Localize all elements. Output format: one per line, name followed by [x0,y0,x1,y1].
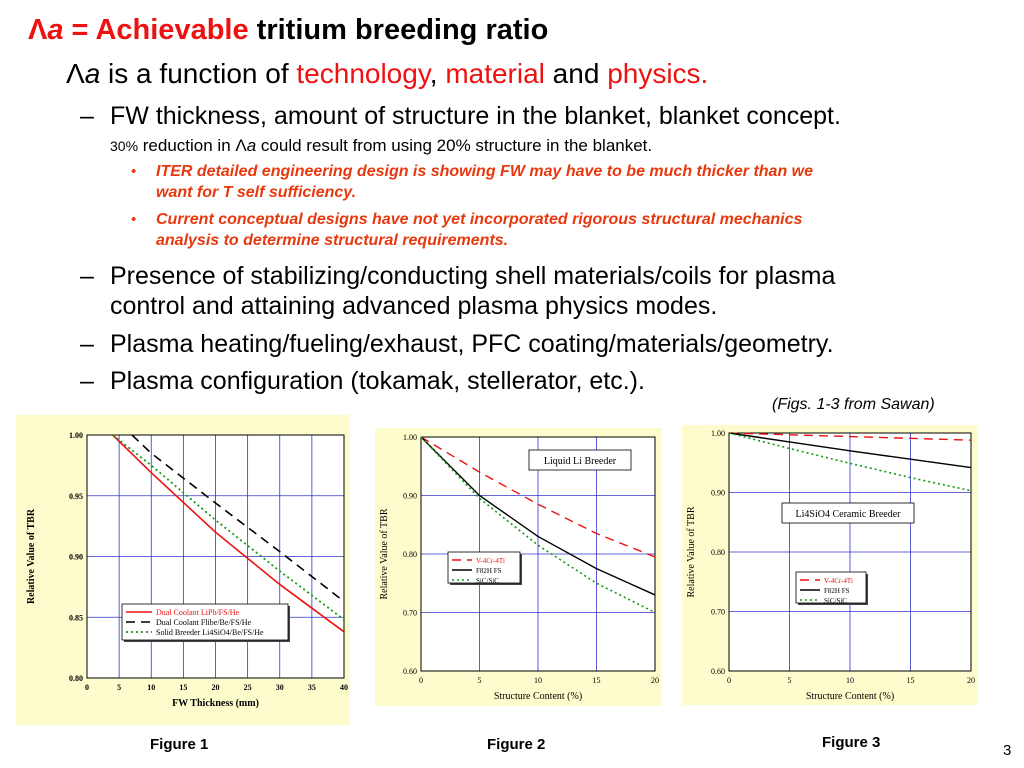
chart-title: Liquid Li Breeder [543,456,617,467]
subheading-comma: , [429,58,446,89]
x-tick-label: 20 [967,676,975,685]
x-tick-label: 25 [243,683,252,692]
x-tick-label: 10 [147,683,156,692]
y-tick-label: 0.90 [403,491,417,501]
note-percent: 30% [110,138,139,154]
y-tick-label: 0.80 [711,548,725,557]
legend-label: Dual Coolant Flibe/Be/FS/He [156,618,252,627]
figure-2 [375,428,662,706]
x-tick-label: 20 [651,676,659,685]
physics-word: physics. [607,58,709,89]
y-tick-label: 0.60 [711,667,725,676]
bullet-conceptual-line1: Current conceptual designs have not yet incorporated rigorous structural mechanics [156,211,803,228]
figure-2-chart [375,428,662,706]
achievable-word: Achievable [95,14,249,46]
legend-label: F82H FS [824,587,850,595]
figure-1-chart [16,415,350,725]
note-subscript: a [246,136,257,155]
x-tick-label: 15 [906,676,915,685]
legend-label: Dual Coolant LiPb/FS/He [156,608,240,617]
source-note: (Figs. 1-3 from Sawan) [772,396,935,413]
legend-label: V-4Cr-4Ti [824,577,853,585]
slide-title [28,14,548,47]
figure-3-chart [682,425,978,705]
x-tick-label: 0 [419,676,423,685]
y-tick-label: 0.70 [711,607,725,617]
lambda-subscript: a [47,14,64,46]
y-axis-label: Relative Value of TBR [379,508,390,600]
x-axis-label: FW Thickness (mm) [172,698,259,709]
lambda-subscript: a [84,58,101,89]
equals-sign: = [63,14,96,46]
y-tick-label: 0.60 [403,667,417,676]
page-number: 3 [1003,742,1012,759]
bullet-conceptual-line2: analysis to determine structural requirements. [156,232,509,249]
x-tick-label: 30 [275,683,284,692]
legend-label: SiC/SiC [476,577,499,585]
y-tick-label: 0.90 [711,488,725,498]
figure-1-caption: Figure 1 [150,736,209,753]
dash-marker: – [80,367,94,395]
legend-label: SiC/SiC [824,597,847,605]
material-word: material [445,58,545,89]
y-tick-label: 1.00 [403,433,417,442]
dash-marker: – [80,262,94,290]
x-tick-label: 5 [787,676,792,685]
subheading-and: and [544,58,608,89]
reduction-note [110,136,652,156]
lambda-symbol: Λ [66,58,85,89]
bullet-iter-line2: want for T self sufficiency. [156,184,357,201]
y-tick-label: 1.00 [69,431,83,440]
legend-label: Solid Breeder Li4SiO4/Be/FS/He [156,628,264,637]
note-text-end: could result from using 20% structure in the blanket. [256,136,653,155]
figure-3 [682,425,978,705]
y-tick-label: 1.00 [711,429,725,438]
bullet-iter-line1: ITER detailed engineering design is showing FW may have to be much thicker than we [156,163,814,180]
subheading-text: is a function of [100,58,297,89]
bullet-mark: • [131,163,137,180]
dash-marker: – [80,330,94,358]
item-shell-line1: Presence of stabilizing/conducting shell materials/coils for plasma [110,262,836,290]
x-tick-label: 20 [211,683,220,692]
x-tick-label: 0 [727,676,731,685]
y-tick-label: 0.70 [403,608,417,618]
y-tick-label: 0.95 [69,491,83,501]
figure-2-caption: Figure 2 [487,736,546,753]
y-tick-label: 0.80 [69,674,83,683]
item-fw-thickness: FW thickness, amount of structure in the blanket, blanket concept. [110,102,841,130]
note-text: reduction in Λ [138,136,247,155]
subheading [66,58,708,90]
x-tick-label: 40 [340,683,348,692]
x-tick-label: 5 [117,683,122,692]
x-tick-label: 15 [592,676,601,685]
x-tick-label: 5 [477,676,482,685]
item-heating: Plasma heating/fueling/exhaust, PFC coating/materials/geometry. [110,330,834,358]
y-tick-label: 0.85 [69,613,83,623]
item-shell-line2: control and attaining advanced plasma physics modes. [110,292,718,320]
x-axis-label: Structure Content (%) [805,691,895,702]
x-tick-label: 15 [179,683,188,692]
y-tick-label: 0.90 [69,552,83,562]
x-axis-label: Structure Content (%) [493,691,583,702]
figure-1 [16,415,350,725]
y-axis-label: Relative Value of TBR [26,508,37,605]
title-rest: tritium breeding ratio [248,14,549,46]
figure-3-caption: Figure 3 [822,734,881,751]
item-configuration: Plasma configuration (tokamak, stellerator, etc.). [110,367,645,395]
x-tick-label: 35 [307,683,316,692]
technology-word: technology [296,58,430,89]
y-tick-label: 0.80 [403,550,417,559]
chart-title: Li4SiO4 Ceramic Breeder [795,509,901,520]
dash-marker: – [80,102,94,130]
x-tick-label: 0 [85,683,89,692]
lambda-symbol: Λ [28,14,48,46]
x-tick-label: 10 [534,676,542,685]
legend-label: V-4Cr-4Ti [476,557,505,565]
y-axis-label: Relative Value of TBR [686,506,697,598]
x-tick-label: 10 [846,676,854,685]
legend-label: F82H FS [476,567,502,575]
bullet-mark: • [131,211,137,228]
